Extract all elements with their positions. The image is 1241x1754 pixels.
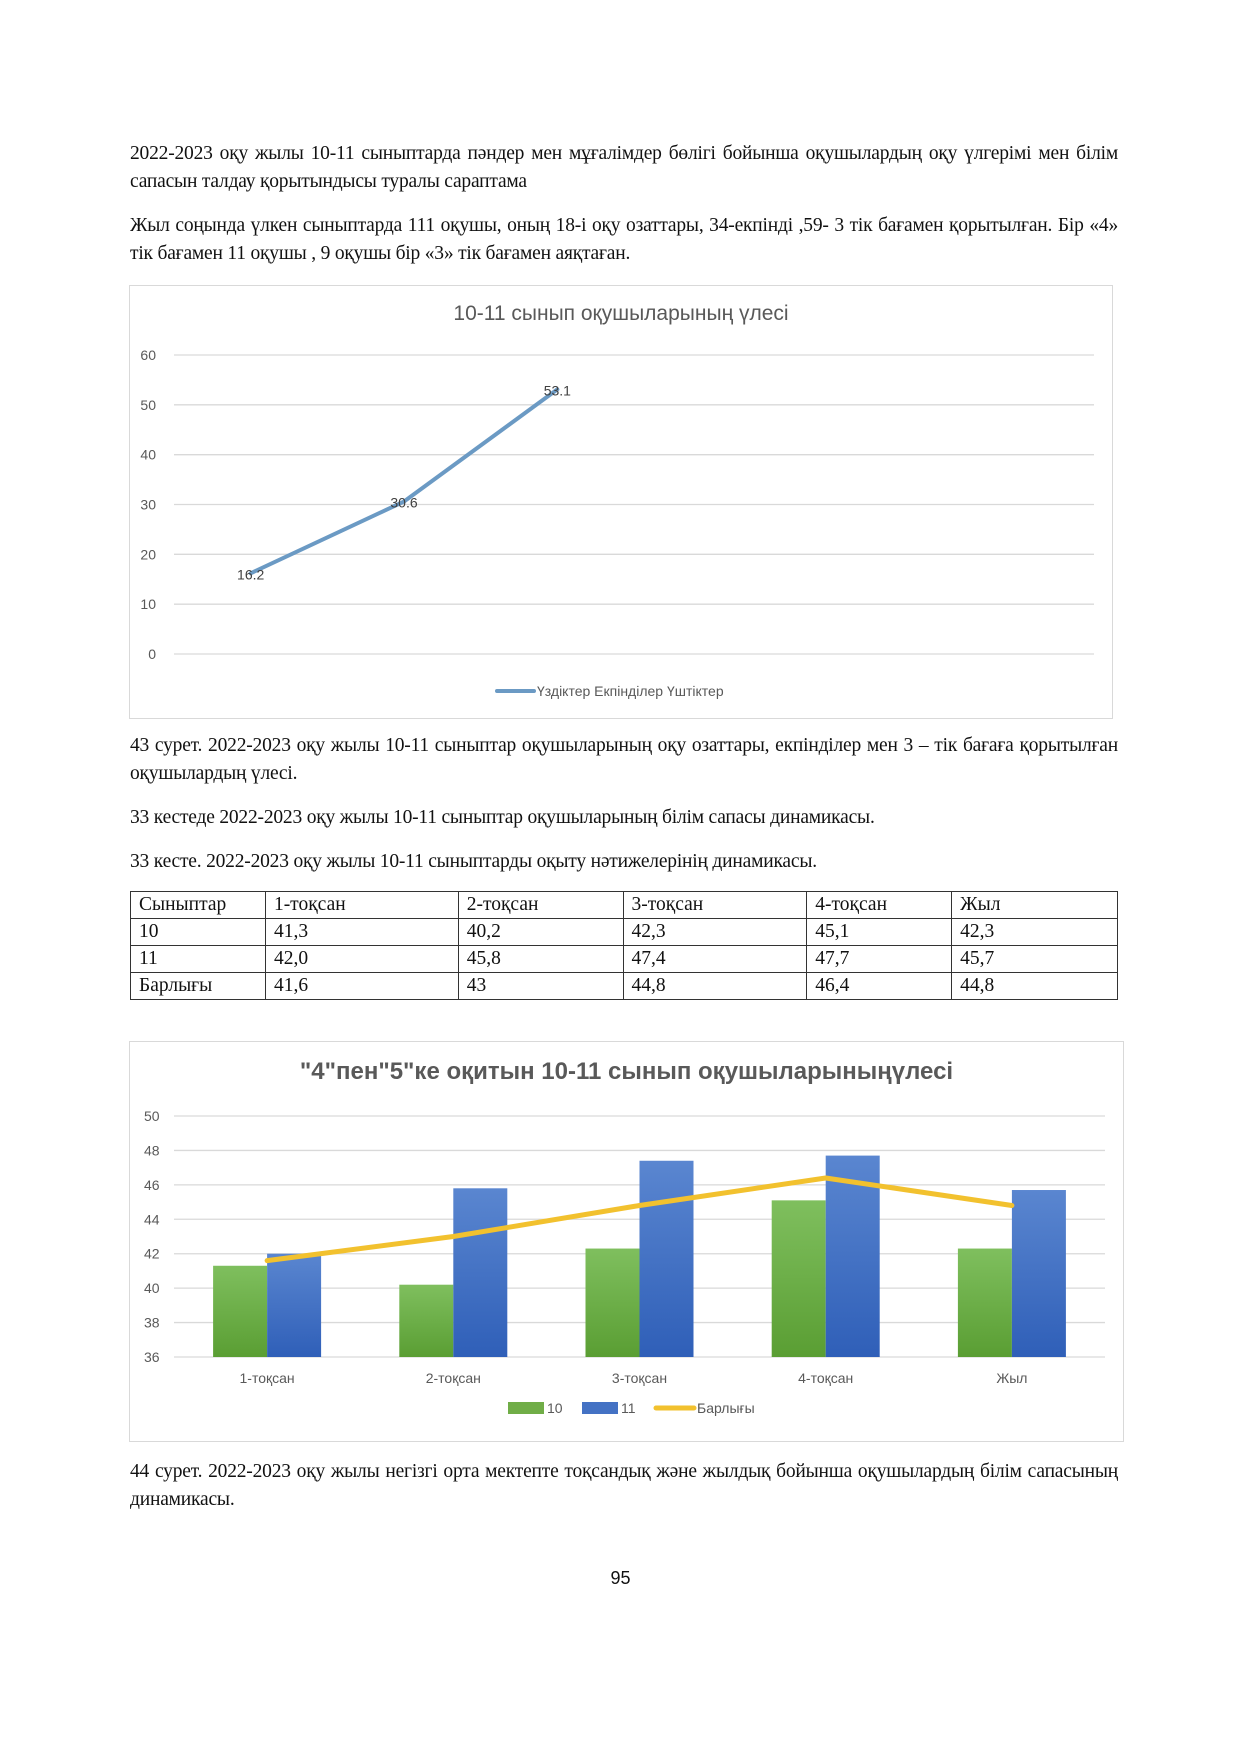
table-header-cell: 2-тоқсан	[458, 892, 623, 919]
figure43-caption: 43 сурет. 2022-2023 оқу жылы 10-11 сыныптар оқушыларының оқу озаттары, екпінділер мен 3 – тік бағаға қорытылған оқушылардың үлесі.	[130, 735, 1118, 784]
table-cell: 42,3	[952, 919, 1118, 946]
bar-series-11	[267, 1254, 321, 1357]
figure44-caption: 44 сурет. 2022-2023 оқу жылы негізгі орта мектепте тоқсандық және жылдық бойынша оқушылардың білім сапасының динамикасы.	[130, 1461, 1118, 1510]
y-tick-label: 40	[144, 1280, 160, 1297]
table-cell: 46,4	[807, 973, 952, 1000]
bar-series-10	[586, 1249, 640, 1357]
table-cell: 47,7	[807, 946, 952, 973]
y-tick-label: 10	[140, 596, 156, 613]
x-tick-label: Жыл	[996, 1370, 1028, 1386]
legend-label: Үздіктер Екпінділер Үштіктер	[537, 683, 724, 699]
table-cell: Барлығы	[131, 973, 266, 1000]
bar-series-11	[640, 1161, 694, 1357]
report-heading: 2022-2023 оқу жылы 10-11 сыныптарда пәндер мен мұғалімдер бөлігі бойынша оқушылардың оқу үлгерімі мен білім сапасын талдау қорытындысы туралы сараптама	[130, 143, 1118, 192]
summary-paragraph: Жыл соңында үлкен сыныптарда 111 оқушы, оның 18-і оқу озаттары, 34-екпінді ,59- 3 тік бағамен қорытылған. Бір «4» тік бағамен 11 оқушы , 9 оқушы бір «3» тік бағамен аяқтаған.	[130, 215, 1118, 264]
y-tick-label: 38	[144, 1314, 160, 1331]
bar-chart	[130, 1042, 1123, 1441]
y-tick-label: 50	[140, 396, 156, 413]
y-tick-label: 46	[144, 1176, 160, 1193]
data-label: 16.2	[237, 566, 265, 583]
line-chart-title: 10-11 сынып оқушыларының үлесі	[453, 302, 789, 325]
table-cell: 43	[458, 973, 623, 1000]
legend-swatch-11	[582, 1402, 618, 1414]
results-table	[130, 891, 1118, 1000]
table-header-row	[131, 892, 1118, 919]
table-cell: 45,7	[952, 946, 1118, 973]
table-header-cell: 1-тоқсан	[265, 892, 458, 919]
table-cell: 40,2	[458, 919, 623, 946]
y-tick-label: 30	[140, 496, 156, 513]
table-header-cell: Жыл	[952, 892, 1118, 919]
legend-label: Барлығы	[697, 1400, 755, 1416]
table-intro: 33 кестеде 2022-2023 оқу жылы 10-11 сыныптар оқушыларының білім сапасы динамикасы.	[130, 807, 875, 828]
table-cell: 41,3	[265, 919, 458, 946]
table-cell: 11	[131, 946, 266, 973]
table-cell: 45,1	[807, 919, 952, 946]
table-row	[131, 946, 1118, 973]
x-tick-label: 4-тоқсан	[798, 1370, 854, 1386]
bar-chart-title: "4"пен"5"ке оқитын 10-11 сынып оқушыларыныңүлесі	[299, 1058, 954, 1085]
table-row	[131, 973, 1118, 1000]
y-tick-label: 20	[140, 546, 156, 563]
bar-series-11	[1012, 1190, 1066, 1357]
table-cell: 45,8	[458, 946, 623, 973]
table-caption: 33 кесте. 2022-2023 оқу жылы 10-11 сыныптарды оқыту нәтижелерінің динамикасы.	[130, 851, 817, 872]
table-cell: 44,8	[623, 973, 807, 1000]
table-cell: 10	[131, 919, 266, 946]
y-tick-label: 40	[140, 446, 156, 463]
table-cell: 47,4	[623, 946, 807, 973]
x-tick-label: 1-тоқсан	[239, 1370, 295, 1386]
bar-series-11	[453, 1188, 507, 1357]
y-tick-label: 0	[148, 646, 156, 662]
data-label: 30.6	[390, 494, 418, 511]
table-row	[131, 919, 1118, 946]
y-tick-label: 60	[140, 347, 156, 363]
table-cell: 42,3	[623, 919, 807, 946]
legend-label: 10	[547, 1400, 563, 1416]
series-line	[251, 389, 558, 573]
bar-series-10	[958, 1249, 1012, 1357]
table-cell: 42,0	[265, 946, 458, 973]
table-cell: 41,6	[265, 973, 458, 1000]
y-tick-label: 42	[144, 1245, 160, 1262]
table-header-cell: 4-тоқсан	[807, 892, 952, 919]
bar-series-10	[772, 1200, 826, 1357]
y-tick-label: 36	[144, 1349, 160, 1365]
bar-chart-box	[129, 1041, 1124, 1442]
y-tick-label: 48	[144, 1142, 160, 1159]
table-header-cell: Сыныптар	[131, 892, 266, 919]
table-cell: 44,8	[952, 973, 1118, 1000]
y-tick-label: 44	[144, 1211, 160, 1228]
line-chart	[130, 286, 1112, 718]
y-tick-label: 50	[144, 1108, 160, 1124]
page-number: 95	[610, 1568, 631, 1588]
bar-series-10	[399, 1285, 453, 1357]
legend-swatch-10	[508, 1402, 544, 1414]
legend-label: 11	[621, 1400, 636, 1416]
table-header-cell: 3-тоқсан	[623, 892, 807, 919]
bar-series-10	[213, 1266, 267, 1357]
x-tick-label: 2-тоқсан	[425, 1370, 481, 1386]
x-tick-label: 3-тоқсан	[611, 1370, 668, 1386]
data-label: 53.1	[543, 382, 571, 399]
line-chart-box	[129, 285, 1113, 719]
